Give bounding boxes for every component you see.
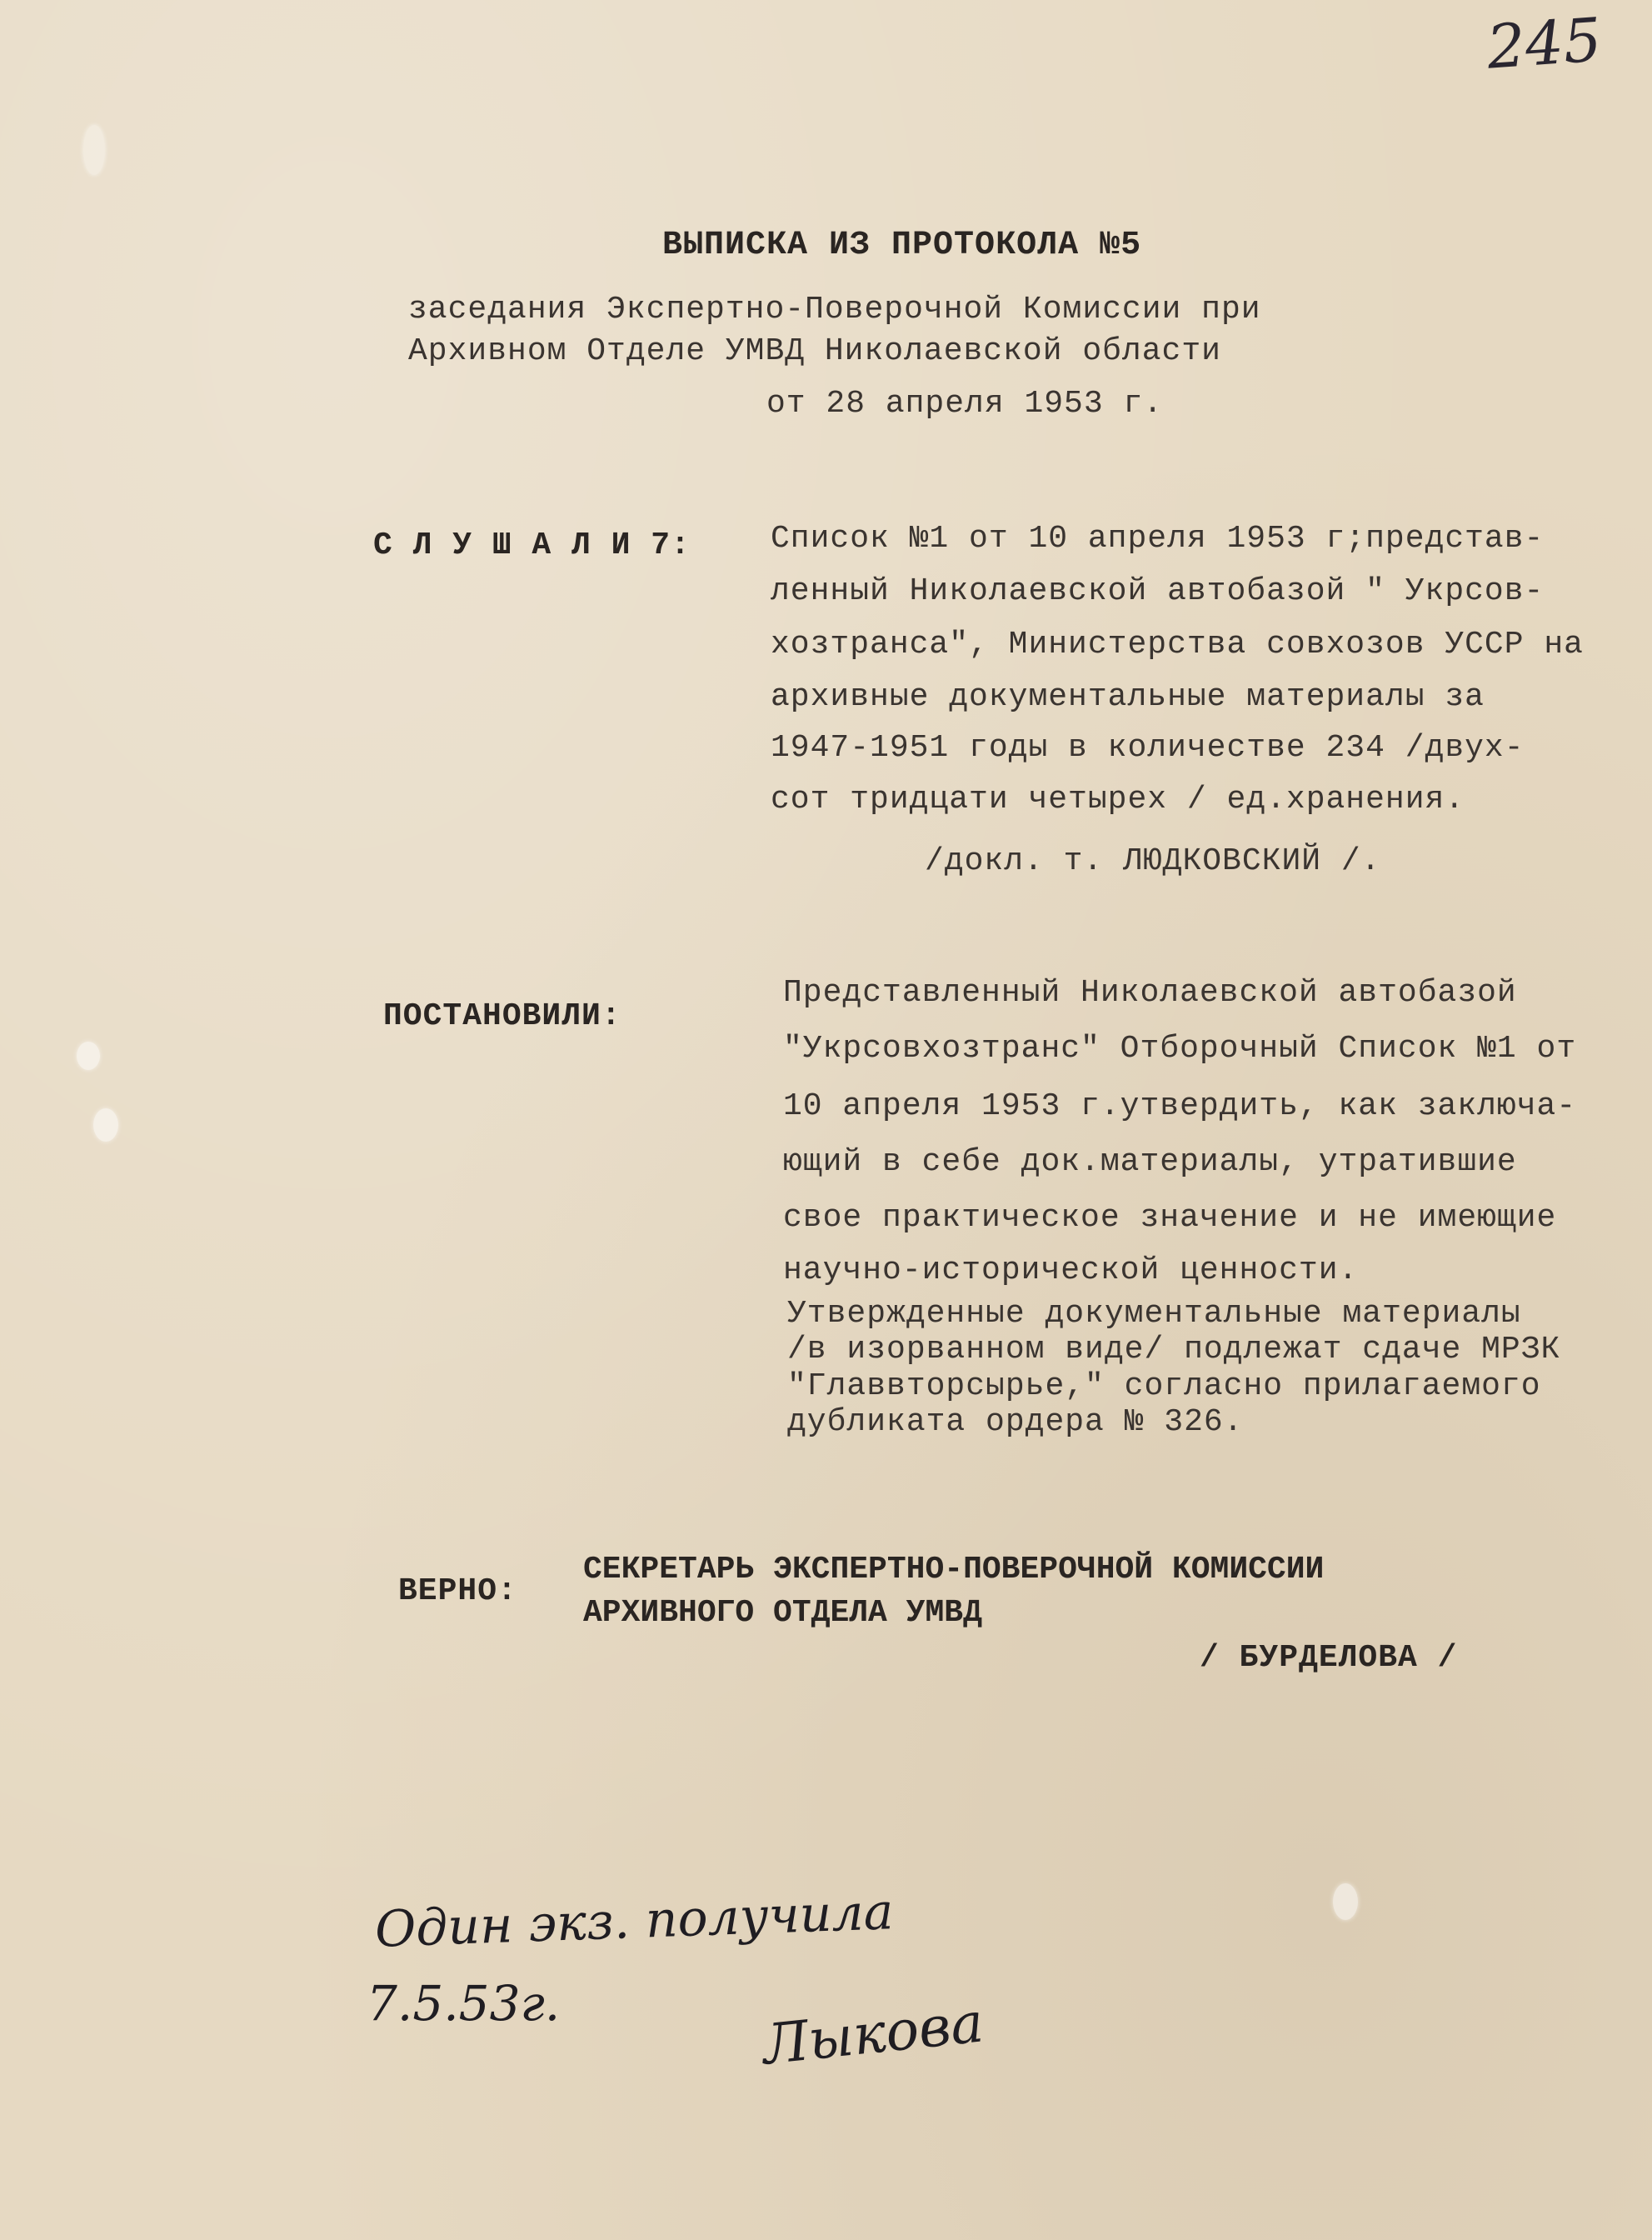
resolved-label: ПОСТАНОВИЛИ: — [383, 998, 621, 1034]
resolved-line: Представленный Николаевской автобазой — [783, 975, 1517, 1011]
header-subtitle-line: заседания Экспертно-Поверочной Комиссии при — [408, 292, 1261, 328]
heard-line: архивные документальные материалы за — [771, 679, 1485, 715]
heard-line: ленный Николаевской автобазой " Укрсов- — [771, 573, 1545, 609]
heard-reporter: /докл. т. ЛЮДКОВСКИЙ /. — [925, 843, 1381, 879]
document-title: ВЫПИСКА ИЗ ПРОТОКОЛА №5 — [662, 227, 1142, 264]
certification-label: ВЕРНО: — [398, 1573, 517, 1609]
resolved-line: "Укрсовхозтранс" Отборочный Список №1 от — [783, 1031, 1577, 1067]
heard-line: сот тридцати четырех / ед.хранения. — [771, 782, 1465, 818]
heard-label: С Л У Ш А Л И 7: — [373, 528, 691, 563]
handwritten-receipt-note: Один экз. получила — [373, 1882, 895, 1959]
paper-stain — [77, 1042, 100, 1070]
header-subtitle-line: Архивном Отделе УМВД Николаевской области — [408, 333, 1221, 369]
resolved-note-line: Утвержденные документальные материалы — [787, 1296, 1521, 1332]
page-number: 245 — [1485, 4, 1605, 82]
resolved-line: ющий в себе док.материалы, утратившие — [783, 1144, 1517, 1180]
resolved-note-line: "Главвторсырье," согласно прилагаемого — [787, 1368, 1541, 1404]
handwritten-signature: Лыкова — [759, 1990, 987, 2078]
certification-line: СЕКРЕТАРЬ ЭКСПЕРТНО-ПОВЕРОЧНОЙ КОМИССИИ — [583, 1552, 1325, 1588]
resolved-line: 10 апреля 1953 г.утвердить, как заключа- — [783, 1088, 1577, 1124]
resolved-line: научно-исторической ценности. — [783, 1252, 1359, 1288]
certification-signer: / БУРДЕЛОВА / — [1200, 1640, 1458, 1676]
heard-line: 1947-1951 годы в количестве 234 /двух- — [771, 730, 1525, 766]
resolved-note-line: /в изорванном виде/ подлежат сдаче МРЗК — [787, 1332, 1561, 1368]
paper-stain — [93, 1108, 118, 1142]
handwritten-receipt-date: 7.5.53г. — [367, 1975, 561, 2032]
paper-stain — [83, 125, 105, 175]
heard-line: Список №1 от 10 апреля 1953 г;представ- — [771, 521, 1545, 557]
paper-stain — [1333, 1883, 1358, 1920]
header-date: от 28 апреля 1953 г. — [766, 386, 1164, 422]
resolved-line: свое практическое значение и не имеющие — [783, 1200, 1557, 1236]
certification-line: АРХИВНОГО ОТДЕЛА УМВД — [583, 1595, 982, 1631]
resolved-note-line: дубликата ордера № 326. — [787, 1404, 1244, 1440]
heard-line: хозтранса", Министерства совхозов УССР на — [771, 627, 1584, 662]
